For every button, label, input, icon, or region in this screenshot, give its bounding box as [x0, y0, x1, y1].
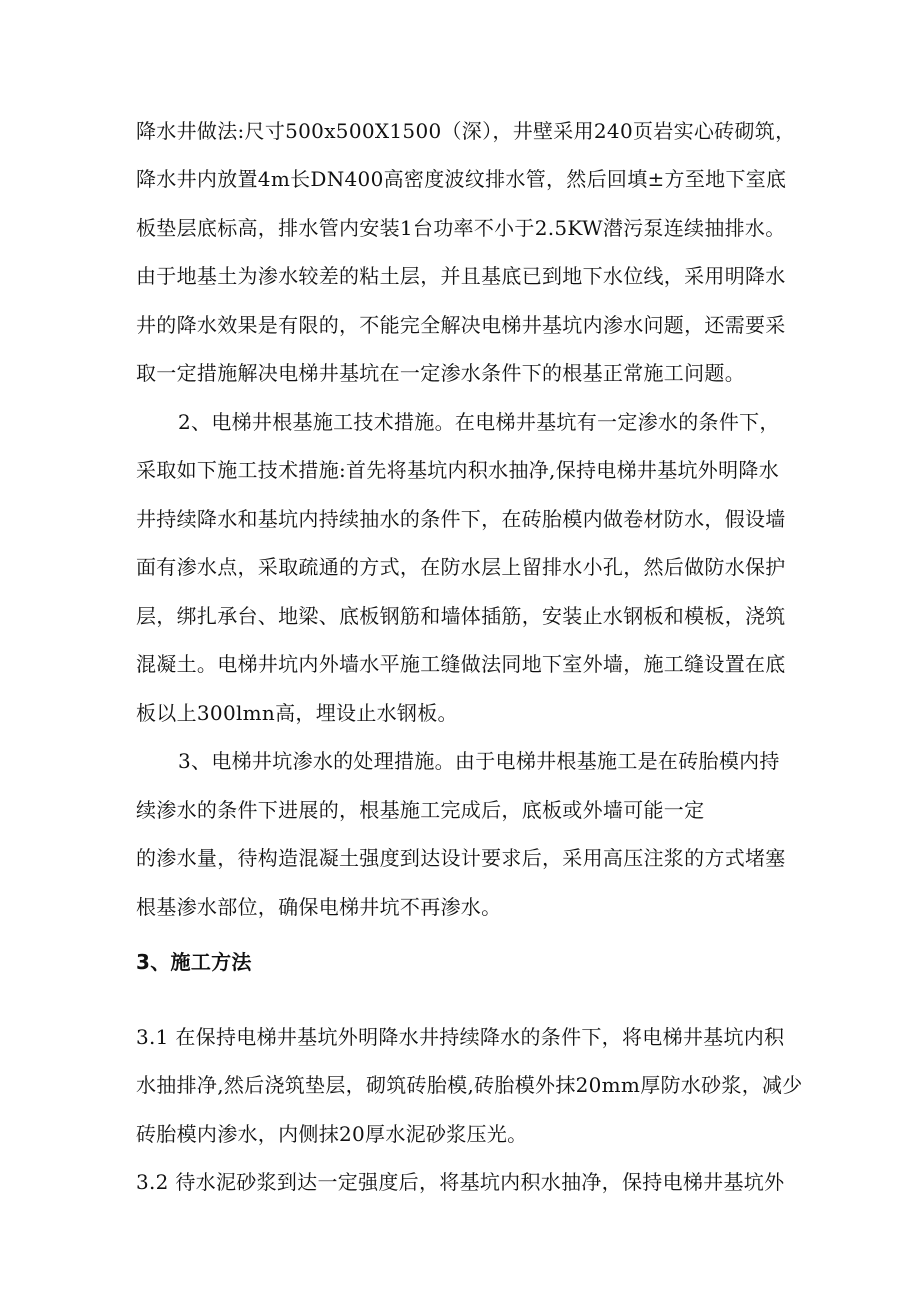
text-line: 3.1 在保持电梯井基坑外明降水井持续降水的条件下，将电梯井基坑内积: [136, 1025, 785, 1049]
text-line: 采取如下施工技术措施:首先将基坑内积水抽净,保持电梯井基坑外明降水: [136, 458, 779, 482]
section-heading: 3、施工方法: [136, 950, 252, 974]
text-line: 井的降水效果是有限的，不能完全解决电梯井基坑内渗水问题，还需要采: [136, 313, 786, 337]
text-line: 降水井内放置4m长DN400高密度波纹排水管，然后回填±方至地下室底: [136, 167, 787, 191]
text-line: 板垫层底标高，排水管内安装1台功率不小于2.5KW潜污泵连续抽排水。: [136, 216, 786, 240]
text-line: 由于地基土为渗水较差的粘土层，并且基底已到地下水位线，采用明降水: [136, 264, 786, 288]
text-line: 3.2 待水泥砂浆到达一定强度后，将基坑内积水抽净，保持电梯井基坑外: [136, 1170, 785, 1194]
text-line: 2、电梯井根基施工技术措施。在电梯井基坑有一定渗水的条件下，: [178, 410, 780, 434]
text-line: 水抽排净,然后浇筑垫层，砌筑砖胎模,砖胎模外抹20mm厚防水砂浆，减少: [136, 1073, 803, 1097]
text-line: 根基渗水部位，确保电梯井坑不再渗水。: [136, 895, 502, 919]
text-line: 的渗水量，待构造混凝土强度到达设计要求后，采用高压注浆的方式堵塞: [136, 846, 786, 870]
text-line: 取一定措施解决电梯井基坑在一定渗水条件下的根基正常施工问题。: [136, 361, 745, 385]
text-line: 降水井做法:尺寸500x500X1500（深），井壁采用240页岩实心砖砌筑，: [136, 119, 796, 143]
text-line: 面有渗水点，采取疏通的方式，在防水层上留排水小孔，然后做防水保护: [136, 555, 786, 579]
text-line: 砖胎模内渗水，内侧抹20厚水泥砂浆压光。: [136, 1122, 528, 1146]
text-line: 续渗水的条件下进展的，根基施工完成后，底板或外墙可能一定: [136, 798, 705, 822]
text-line: 3、电梯井坑渗水的处理措施。由于电梯井根基施工是在砖胎模内持: [178, 749, 780, 773]
text-line: 井持续降水和基坑内持续抽水的条件下，在砖胎模内做卷材防水，假设墙: [136, 507, 786, 531]
text-line: 板以上300lmn高，埋设止水钢板。: [136, 701, 458, 725]
text-line: 混凝土。电梯井坑内外墙水平施工缝做法同地下室外墙，施工缝设置在底: [136, 652, 786, 676]
text-line: 层，绑扎承台、地梁、底板钢筋和墙体插筋，安装止水钢板和模板，浇筑: [136, 604, 786, 628]
